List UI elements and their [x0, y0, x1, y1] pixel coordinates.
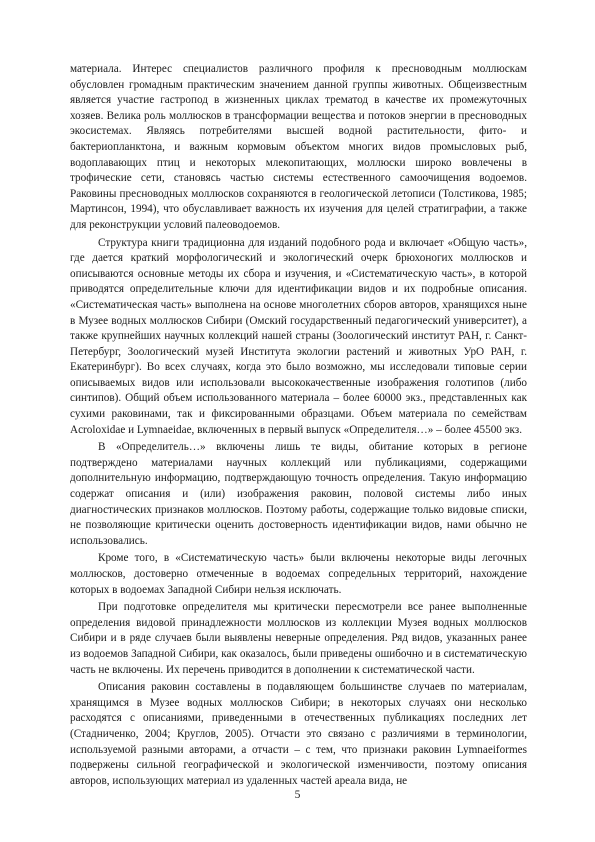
paragraph-5: При подготовке определителя мы критически пересмотрели все ранее выполненные определения видовой принадлежности моллюсков из коллекции Музея водных моллюсков Сибири и в ряде случаев были выявлены неверные определения. Ряд видов, указанных ранее из водоемов Западной Сибири, как оказалось, были приведены ошибочно и в систематическую часть не включены. Их перечень приводится в дополнении к систематической части.: [70, 601, 527, 676]
paragraph-3: В «Определитель…» включены лишь те виды, обитание которых в регионе подтверждено материалами научных коллекций или публикациями, содержащими дополнительную информацию, подтверждающую точность определения. Такую информацию содержат описания и (или) изображения раковин, половой системы либо иных диагностических признаков моллюсков. Поэтому работы, содержащие только видовые списки, не позволяющие критически оценить достоверность идентификации видов, нами обычно не использовались.: [70, 441, 527, 547]
page-number: 5: [294, 789, 301, 801]
paragraph-4: Кроме того, в «Систематическую часть» были включены некоторые виды легочных моллюсков, достоверно отмеченные в водоемах сопредельных территорий, нахождение которых в водоемах Западной Сибири нельзя исключать.: [70, 552, 527, 596]
paragraph-1: материала. Интерес специалистов различного профиля к пресноводным моллюскам обусловлен громадным практическим значением данной группы животных. Общеизвестным является участие гастропод в жизненных циклах трематод в качестве их промежуточных хозяев. Велика роль моллюсков в трансформации вещества и потоков энергии в пресноводных экосистемах. Являясь потребителями высшей водной растительности, фито- и бактериопланктона, и важным кормовым объектом многих видов промысловых рыб, водоплавающих птиц и некоторых млекопитающих, моллюски широко вовлечены в трофические сети, становясь частью системы естественного самоочищения водоемов. Раковины пресноводных моллюсков сохраняются в геологической летописи (Толстикова, 1985; Мартинсон, 1994), что обуславливает важность их изучения для целей стратиграфии, а также для реконструкции условий палеоводоемов.: [70, 63, 527, 231]
paragraph-2: Структура книги традиционна для изданий подобного рода и включает «Общую часть», где дается краткий морфологический и экологический очерк брюхоногих моллюсков и описываются основные методы их сбора и изучения, и «Систематическую часть», в которой приводятся определительные ключи для идентификации видов и их подробные описания. «Систематическая часть» выполнена на основе многолетних сборов авторов, хранящихся ныне в Музее водных моллюсков Сибири (Омский государственный педагогический университет), а также крупнейших научных коллекций нашей страны (Зоологический институт РАН, г. Санкт-Петербург, Зоологический музей Института экологии растений и животных УрО РАН, г. Екатеринбург). Во всех случаях, когда это было возможно, мы исследовали типовые серии описываемых видов или использовали высококачественные изображения голотипов (либо синтипов). Общий объем использованного материала – более 60000 экз., представленных как сухими раковинами, так и фиксированными образцами. Объем материала по семействам Acroloxidae и Lymnaeidae, включенных в первый выпуск «Определителя…» – более 45500 экз.: [70, 236, 527, 436]
body-text: [70, 62, 527, 791]
paragraph-6: Описания раковин составлены в подавляющем большинстве случаев по материалам, хранящимся в Музее водных моллюсков Сибири; в некоторых случаях они несколько расходятся с описаниями, приведенными в отечественных публикациях последних лет (Стадниченко, 2004; Круглов, 2005). Отчасти это связано с различиями в терминологии, используемой разными авторами, а отчасти – с тем, что признаки раковин Lymnaeiformes подвержены сильной географической и экологической изменчивости, поэтому описания авторов, использующих материал из удаленных частей ареала вида, не: [70, 681, 527, 787]
